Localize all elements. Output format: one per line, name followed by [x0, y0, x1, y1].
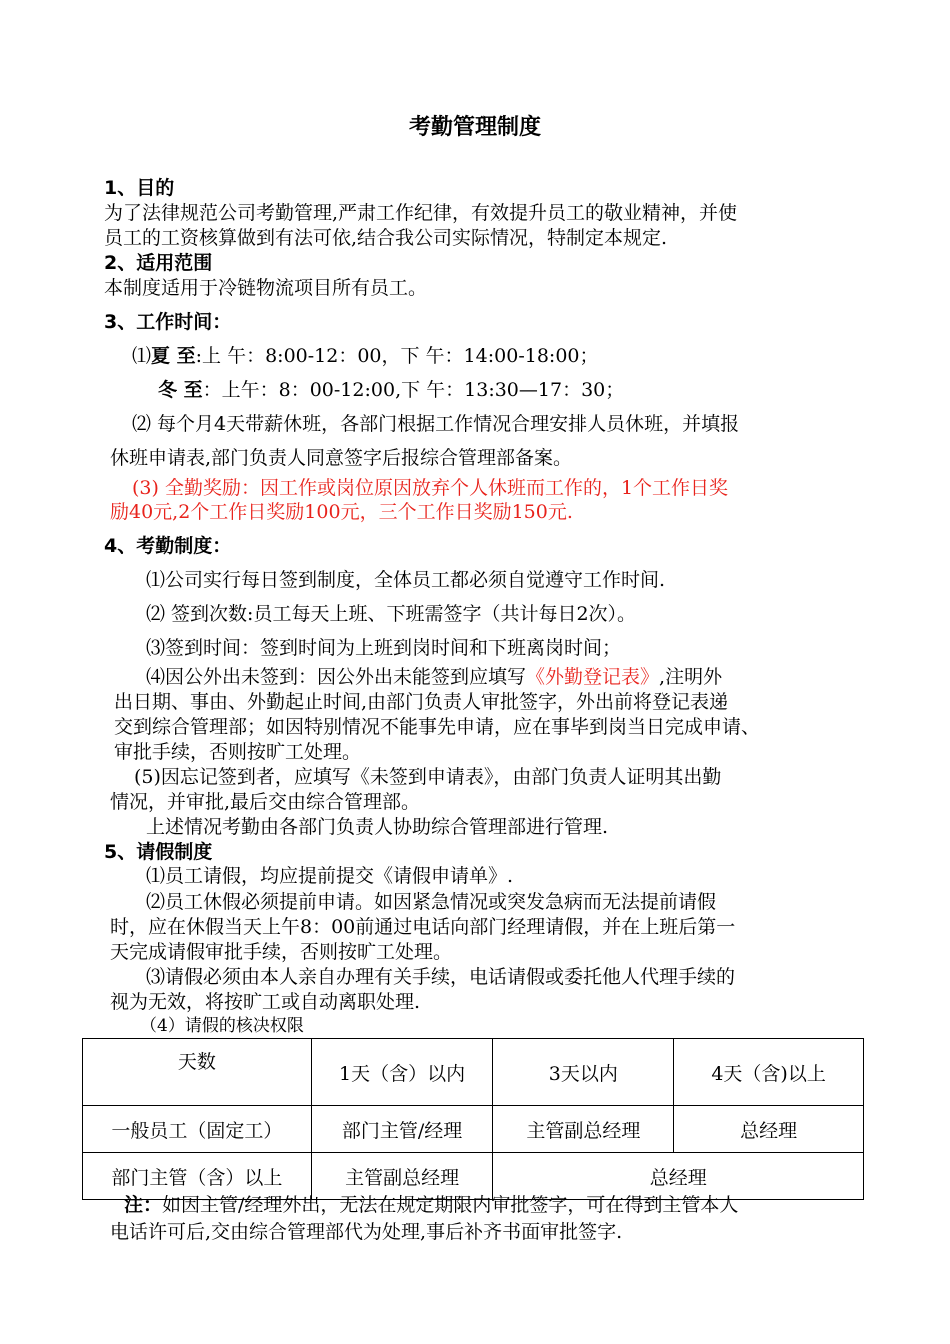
table-header-cell: 4天（含)以上 [674, 1039, 864, 1106]
attendance-rule-4-line-1 [146, 665, 722, 689]
attendance-bonus-line-1: (3) 全勤奖励：因工作或岗位原因放弃个人休班而工作的，1个工作日奖 [132, 477, 729, 499]
winter-text: ：上午：8：00-12:00,下 午：13:30—17：30； [202, 379, 625, 401]
summer-label: 夏 至 [151, 345, 196, 367]
work-time-summer [132, 344, 599, 368]
table-cell: 部门主管（含）以上 [83, 1153, 312, 1200]
table-header-row [83, 1039, 864, 1106]
paid-leave-line-2: 休班申请表,部门负责人同意签字后报综合管理部备案。 [110, 447, 573, 469]
table-row [83, 1106, 864, 1153]
section-4-heading: 4、考勤制度： [104, 535, 232, 557]
work-time-winter [158, 378, 624, 402]
summer-text: :上 午：8:00-12：00，下 午：14:00-18:00； [195, 345, 599, 367]
attendance-summary: 上述情况考勤由各部门负责人协助综合管理部进行管理. [146, 816, 609, 838]
leave-rule-2-line-2: 时，应在休假当天上午8：00前通过电话向部门经理请假，并在上班后第一 [110, 916, 736, 938]
leave-rule-3-line-1: ⑶请假必须由本人亲自办理有关手续，电话请假或委托他人代理手续的 [146, 966, 736, 988]
note-line-2: 电话许可后,交由综合管理部代为处理,事后补齐书面审批签字. [110, 1221, 623, 1243]
attendance-bonus-line-2: 励40元,2个工作日奖励100元，三个工作日奖励150元. [110, 501, 573, 523]
section-1-line-2: 员工的工资核算做到有法可依,结合我公司实际情况，特制定本规定. [104, 227, 668, 249]
leave-rule-4: （4）请假的核决权限 [140, 1016, 304, 1036]
leave-rule-2-line-3: 天完成请假审批手续，否则按旷工处理。 [110, 941, 453, 963]
table-cell: 总经理 [493, 1153, 864, 1200]
rule-4-start: ⑷因公外出未签到：因公外出未能签到应填写 [146, 666, 527, 688]
note-label: 注： [124, 1194, 163, 1216]
attendance-rule-1: ⑴公司实行每日签到制度，全体员工都必须自觉遵守工作时间. [146, 569, 666, 591]
table-cell: 总经理 [674, 1106, 864, 1153]
leave-rule-1: ⑴员工请假，均应提前提交《请假申请单》. [146, 865, 514, 887]
winter-label: 冬 至 [158, 379, 203, 401]
note-text-1: 如因主管/经理外出，无法在规定期限内审批签字，可在得到主管本人 [162, 1194, 739, 1216]
field-work-form-link: 《外勤登记表》 [526, 666, 660, 688]
leave-rule-3-line-2: 视为无效，将按旷工或自动离职处理. [110, 991, 421, 1013]
table-header-cell: 1天（含）以内 [311, 1039, 493, 1106]
section-2-line: 本制度适用于冷链物流项目所有员工。 [104, 277, 428, 299]
table-cell: 主管副总经理 [311, 1153, 493, 1200]
section-1-heading: 1、目的 [104, 177, 175, 199]
attendance-rule-4-line-2: 出日期、事由、外勤起止时间,由部门负责人审批签字，外出前将登记表递 [114, 691, 729, 713]
summer-prefix: ⑴ [132, 345, 152, 367]
attendance-rule-3: ⑶签到时间：签到时间为上班到岗时间和下班离岗时间； [146, 637, 622, 659]
attendance-rule-2: ⑵ 签到次数:员工每天上班、下班需签字（共计每日2次）。 [146, 603, 637, 625]
attendance-rule-5-line-2: 情况，并审批,最后交由综合管理部。 [110, 791, 421, 813]
attendance-rule-4-line-4: 审批手续，否则按旷工处理。 [114, 741, 362, 763]
attendance-rule-4-line-3: 交到综合管理部；如因特别情况不能事先申请，应在事毕到岗当日完成申请、 [114, 716, 761, 738]
note-line-1 [124, 1193, 738, 1217]
attendance-rule-5-line-1: (5)因忘记签到者，应填写《未签到申请表》，由部门负责人证明其出勤 [134, 766, 722, 788]
section-2-heading: 2、适用范围 [104, 252, 213, 274]
paid-leave-line-1: ⑵ 每个月4天带薪休班，各部门根据工作情况合理安排人员休班，并填报 [132, 413, 740, 435]
table-cell: 部门主管/经理 [311, 1106, 493, 1153]
rule-4-end: ,注明外 [659, 666, 723, 688]
table-cell: 一般员工（固定工） [83, 1106, 312, 1153]
table-header-cell: 天数 [83, 1039, 312, 1106]
leave-rule-2-line-1: ⑵员工休假必须提前申请。如因紧急情况或突发急病而无法提前请假 [146, 891, 717, 913]
table-header-cell: 3天以内 [493, 1039, 674, 1106]
section-5-heading: 5、请假制度 [104, 841, 213, 863]
approval-authority-table [82, 1038, 864, 1200]
section-3-heading: 3、工作时间： [104, 311, 232, 333]
table-cell: 主管副总经理 [493, 1106, 674, 1153]
page-title: 考勤管理制度 [408, 115, 541, 140]
section-1-line-1: 为了法律规范公司考勤管理,严肃工作纪律，有效提升员工的敬业精神，并使 [104, 202, 738, 224]
